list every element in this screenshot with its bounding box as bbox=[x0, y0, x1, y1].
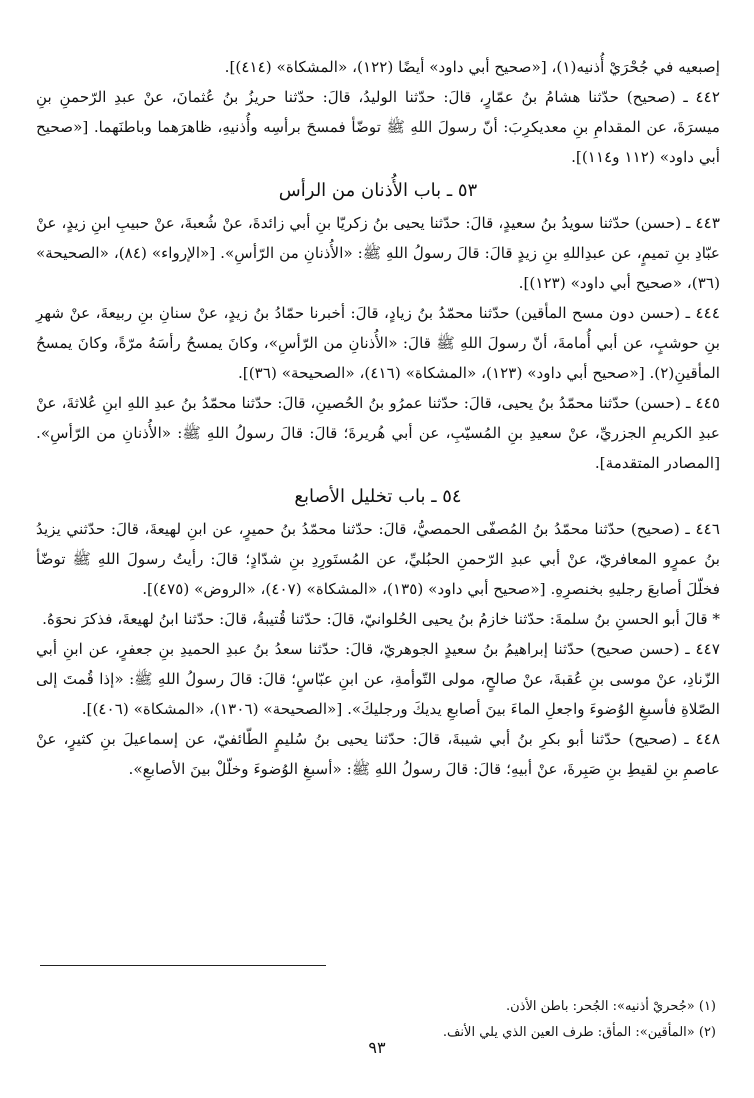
hadith-444: ٤٤٤ ـ (حسن دون مسح المأقين) حدّثنا محمّدُ بنُ زيادٍ، قالَ: أخبرنا حمّادُ بنُ زيدٍ، عنْ سنانِ بنِ ربيعةَ، عنْ شهرِ بنِ حوشبٍ، عن أبي أُمامةَ، أنّ رسولَ اللهِ ﷺ قالَ: «الأُذنانِ من الرّأسِ»، وكانَ يمسحُ رأسَهُ مرّةً، وكانَ يمسحُ المأقينِ(٢). [«صحيح أبي داود» (١٢٣)، «المشكاة» (٤١٦)، «الصحيحة» (٣٦)]. bbox=[36, 304, 720, 382]
footnote-separator bbox=[40, 965, 326, 966]
hadith-445: ٤٤٥ ـ (حسن) حدّثنا محمّدُ بنُ يحيى، قالَ: حدّثنا عمرُو بنُ الحُصينِ، قالَ: حدّثنا محمّدُ بنُ عبدِ اللهِ ابنِ عُلاثةَ، عنْ عبدِ الكريمِ الجزريِّ، عنْ سعيدِ بنِ المُسيّبِ، عن أبي هُريرةَ؛ قالَ: قالَ رسولُ اللهِ ﷺ: «الأُذنانِ من الرّأسِ». [المصادر المتقدمة]. bbox=[36, 394, 720, 472]
chapter-heading-53: ٥٣ ـ باب الأُذنان من الرأس bbox=[278, 180, 478, 201]
narration-note: * قالَ أبو الحسنِ بنُ سلمةَ: حدّثنا خازمُ بنُ يحيى الحُلوانيّ، قالَ: حدّثنا قُتيبةُ، قالَ: حدّثنا ابنُ لهيعةَ، فذكرَ نحوَهُ. bbox=[42, 610, 720, 628]
hadith-443: ٤٤٣ ـ (حسن) حدّثنا سويدُ بنُ سعيدٍ، قالَ: حدّثنا يحيى بنُ زكريّا بنِ أبي زائدةَ، عنْ شُعبةَ، عنْ حبيبِ ابنِ زيدٍ، عنْ عبّادِ بنِ تميمٍ، عن عبدِاللهِ بنِ زيدٍ قالَ: قالَ رسولُ اللهِ ﷺ: «الأُذنانِ من الرّأسِ». [«الإرواء» (٨٤)، «الصحيحة» (٣٦)، «صحيح أبي داود» (١٢٣)]. bbox=[36, 214, 720, 292]
hadith-447: ٤٤٧ ـ (حسن صحيح) حدّثنا إبراهيمُ بنُ سعيدٍ الجوهريّ، قالَ: حدّثنا سعدُ بنُ عبدِ الحميدِ بنِ جعفرٍ، عن ابنِ أبي الزّنادِ، عنْ موسى بنِ عُقبةَ، عنْ صالحٍ، مولى التّوأمةِ، عن ابنِ عبّاسٍ؛ قالَ: قالَ رسولُ اللهِ ﷺ: «إذا قُمتَ إلى الصّلاةِ فأسبغِ الوُضوءَ واجعلِ الماءَ بينَ أصابعِ يديكَ ورجليكَ». [«الصحيحة» (١٣٠٦)، «المشكاة» (٤٠٦)]. bbox=[36, 640, 720, 718]
chapter-heading-54: ٥٤ ـ باب تخليل الأصابع bbox=[294, 486, 462, 507]
footnote-2: (٢) «المأقين»: المأق: طرف العين الذي يلي الأنف. bbox=[442, 1025, 716, 1040]
hadith-448: ٤٤٨ ـ (صحيح) حدّثنا أبو بكرِ بنُ أبي شيبةَ، قالَ: حدّثنا يحيى بنُ سُليمٍ الطّائفيّ، عن إسماعيلَ بنِ كثيرٍ، عنْ عاصمِ بنِ لقيطِ بنِ صَبِرةَ، عنْ أبيهِ؛ قالَ: قالَ رسولُ اللهِ ﷺ: «أسبغِ الوُضوءَ وخلّلْ بينَ الأصابعِ». bbox=[36, 730, 720, 778]
hadith-442: ٤٤٢ ـ (صحيح) حدّثنا هشامُ بنُ عمّارٍ، قالَ: حدّثنا الوليدُ، قالَ: حدّثنا حريزُ بنُ عُثمانَ، عنْ عبدِ الرّحمنِ بنِ ميسرَةَ، عن المقدامِ بنِ معديكرِبَ: أنّ رسولَ اللهِ ﷺ توضّأ فمسحَ برأسِه وأُذنيهِ، ظاهرَهما وباطنَهما. [«صحيح أبي داود» (١١٢ و١١٤)]. bbox=[36, 88, 720, 166]
footnote-1: (١) «جُحريْ أذنيه»: الجُحر: باطن الأذن. bbox=[506, 999, 716, 1014]
paragraph-441-end: إصبعيه في جُحْرَيْ أُذنيه(١)، [«صحيح أبي داود» أيضًا (١٢٢)، «المشكاة» (٤١٤)]. bbox=[224, 58, 720, 76]
page-body bbox=[36, 52, 720, 784]
hadith-446: ٤٤٦ ـ (صحيح) حدّثنا محمّدُ بنُ المُصفّى الحمصيُّ، قالَ: حدّثنا محمّدُ بنُ حميرٍ، عن ابنِ لهيعةَ، قالَ: حدّثني يزيدُ بنُ عمرٍو المعافريّ، عنْ أبي عبدِ الرّحمنِ الحبُليِّ، عن المُستَورِدِ بنِ شدّادٍ؛ قالَ: رأيتُ رسولَ اللهِ ﷺ توضّأ فخلّلَ أصابعَ رجليهِ بخنصرِهِ. [«صحيح أبي داود» (١٣٥)، «المشكاة» (٤٠٧)، «الروض» (٤٧٥)]. bbox=[36, 520, 720, 598]
page-number: ٩٣ bbox=[368, 1038, 386, 1057]
